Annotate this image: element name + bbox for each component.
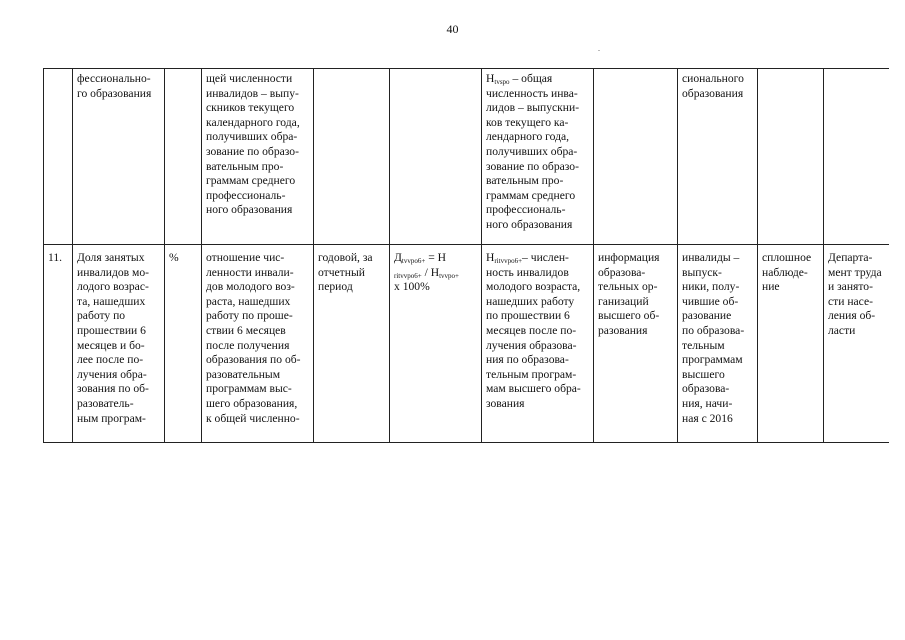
formula-denominator-subscript: tvvpo+ (439, 271, 459, 280)
cell-method: сплошное наблюде- ние (758, 245, 824, 443)
indicator-table (43, 68, 889, 443)
page-number: 40 (446, 22, 459, 36)
variable-symbol: Н (486, 251, 495, 264)
variable-symbol: Н (486, 72, 495, 85)
table-row (44, 69, 889, 245)
cell-population: инвалиды – выпуск- ники, полу- чившие об- разование по образова- тельным программам высшего образова- ния, начи- ная с 2016 (678, 245, 758, 443)
cell-number (44, 69, 73, 245)
cell-formula (390, 245, 482, 443)
cell-unit: % (165, 245, 202, 443)
formula-equals: = Н (425, 251, 447, 264)
cell-variables (482, 245, 594, 443)
cell-source (594, 69, 678, 245)
table-row (44, 245, 889, 443)
cell-variables (482, 69, 594, 245)
variable-description: – общая численность инва- лидов – выпускни- ков текущего ка- лендарного года, получивших обра- зование по образо- вательным про- граммам среднего профессиональ- ного образования (486, 72, 580, 231)
cell-source: информация образова- тельных ор- ганизаций высшего об- разования (594, 245, 678, 443)
cell-definition: щей численности инвалидов – выпу- скников текущего календарного года, получивших обра- зование по образо- вательным про- граммам среднего профессиональ- ного образования (202, 69, 314, 245)
cell-number: 11. (44, 245, 73, 443)
cell-indicator-name: фессионально- го образования (73, 69, 165, 245)
formula-d-subscript: tvvpo6+ (401, 257, 426, 265)
formula-divide: / Н (421, 265, 440, 279)
cell-responsible (824, 69, 889, 245)
formula-multiplier: х 100% (394, 280, 430, 294)
cell-method (758, 69, 824, 245)
cell-responsible: Департа- мент труда и занято- сти насе- ления об- ласти (824, 245, 889, 443)
cell-definition: отношение чис- ленности инвали- дов молодого воз- раста, нашедших работу по проше- ствии 6 месяцев после получения образования по об- разовательным программам выс- шего образования, к общей численно- (202, 245, 314, 443)
cell-indicator-name: Доля занятых инвалидов мо- лодого возрас- та, нашедших работу по прошествии 6 месяцев и бо- лее после по- лучения обра- зования по об- разователь- ным програм- (73, 245, 165, 443)
variable-subscript: tvspo (494, 78, 510, 86)
cell-periodicity (314, 69, 390, 245)
variable-description: – числен- ность инвалидов молодого возраста, нашедших работу по прошествии 6 месяцев после по- лучения образова- ния по образова- тельным програм- мам высшего обра- зования (486, 251, 581, 410)
cell-unit (165, 69, 202, 245)
cell-population: сионального образования (678, 69, 758, 245)
cell-formula (390, 69, 482, 245)
formula-numerator-subscript: ritvvpo6+ (394, 271, 422, 280)
variable-subscript: ritvvpo6+ (494, 257, 523, 265)
formula-d: Д (394, 251, 402, 264)
scan-speck (598, 50, 600, 51)
cell-periodicity: годовой, за отчетный период (314, 245, 390, 443)
